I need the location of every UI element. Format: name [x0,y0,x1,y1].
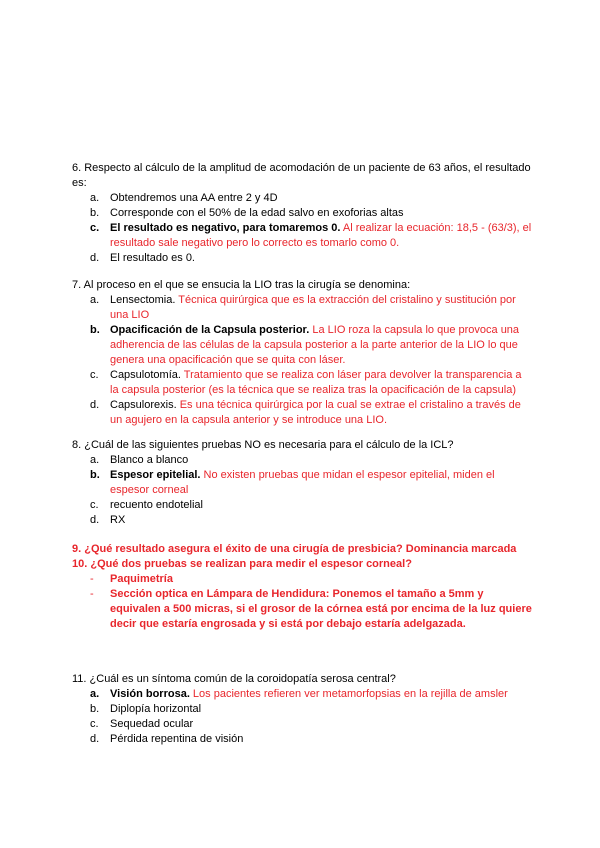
option-letter: b. [90,324,100,336]
option-letter: a. [90,454,100,466]
option-text: El resultado es negativo, para tomaremos 0. [110,222,341,234]
option-letter: c. [90,222,100,234]
option-b-correct [72,468,532,498]
option-letter: b. [90,469,100,481]
bullet-dash: - [90,573,94,585]
question-10-stem: 10. ¿Qué dos pruebas se realizan para medir el espesor corneal? [72,558,412,570]
question-stem: 7. Al proceso en el que se ensucia la LIO tras la cirugía se denomina: [72,279,411,291]
option-letter: d. [90,399,100,411]
option-letter: d. [90,252,100,264]
option-a [72,191,532,206]
answer-text: Paquimetría [110,573,173,585]
option-d [72,398,532,428]
question-9: 9. ¿Qué resultado asegura el éxito de una cirugía de presbicia? Dominancia marcada [72,543,517,555]
option-text: Sequedad ocular [110,718,194,730]
option-letter: c. [90,499,99,511]
option-text: RX [110,514,126,526]
question-8 [72,438,532,528]
option-letter: a. [90,192,100,204]
option-text: Capsulotomía. [110,369,181,381]
option-text: Espesor epitelial. [110,469,201,481]
question-7 [72,278,532,428]
option-letter: a. [90,688,100,700]
option-text: Corresponde con el 50% de la edad salvo en exoforias altas [110,207,404,219]
option-c-correct [72,221,532,251]
option-b-correct [72,323,532,368]
option-letter: a. [90,294,100,306]
option-text: Lensectomia. [110,294,176,306]
answer-item [72,587,532,632]
explanation-note: No existen pruebas que midan el espesor epitelial, miden el espesor corneal [110,469,495,496]
question-stem: 6. Respecto al cálculo de la amplitud de acomodación de un paciente de 63 años, el resultado es: [72,162,531,189]
explanation-note: Los pacientes refieren ver metamorfopsias en la rejilla de amsler [189,688,508,700]
option-letter: d. [90,733,100,745]
answer-text: Sección optica en Lámpara de Hendidura: Ponemos el tamaño a 5mm y equivalen a 500 micras, si el grosor de la córnea está por encima de la luz quiere decir que estaría engrosada y si está por debajo estaría adelgazada. [110,588,532,630]
answer-item [72,572,532,587]
option-letter: c. [90,369,99,381]
questions-9-10 [72,542,532,632]
options-list [72,687,532,747]
explanation-note: Tratamiento que se realiza con láser para devolver la transparencia a la capsula posterior (es la técnica que se realiza tras la opacificación de la capsula) [110,369,522,396]
question-6 [72,161,532,266]
option-letter: d. [90,514,100,526]
explanation-note: Técnica quirúrgica que es la extracción del cristalino y sustitución por una LIO [110,294,516,321]
option-text: Opacificación de la Capsula posterior. [110,324,310,336]
option-d [72,732,532,747]
question-stem: 11. ¿Cuál es un síntoma común de la coroidopatía serosa central? [72,673,396,685]
option-c [72,368,532,398]
option-text: Pérdida repentina de visión [110,733,244,745]
option-c [72,717,532,732]
option-letter: b. [90,207,100,219]
option-d [72,251,532,266]
option-b [72,702,532,717]
explanation-note: Es una técnica quirúrgica por la cual se extrae el cristalino a través de un agujero en la capsula anterior y se introduce una LIO. [110,399,521,426]
option-text: Capsulorexis. [110,399,177,411]
option-d [72,513,532,528]
option-text: El resultado es 0. [110,252,195,264]
option-a [72,453,532,468]
option-c [72,498,532,513]
answer-list [72,572,532,632]
explanation-note: Al realizar la ecuación: 18,5 - (63/3), el resultado sale negativo pero lo correcto es tomarlo como 0. [110,222,532,249]
bullet-dash: - [90,588,94,600]
option-text: Obtendremos una AA entre 2 y 4D [110,192,278,204]
option-text: recuento endotelial [110,499,203,511]
option-letter: b. [90,703,100,715]
option-a [72,293,532,323]
option-letter: c. [90,718,99,730]
option-text: Visión borrosa. [110,688,190,700]
question-stem: 8. ¿Cuál de las siguientes pruebas NO es necesaria para el cálculo de la ICL? [72,439,454,451]
options-list [72,293,532,428]
options-list [72,191,532,266]
question-11 [72,672,532,747]
option-b [72,206,532,221]
option-text: Blanco a blanco [110,454,189,466]
option-text: Diplopía horizontal [110,703,202,715]
options-list [72,453,532,528]
explanation-note: La LIO roza la capsula lo que provoca una adherencia de las células de la capsula posterior a la parte anterior de la LIO lo que genera una opacificación que se quita con láser. [110,324,520,366]
option-a-correct [72,687,532,702]
